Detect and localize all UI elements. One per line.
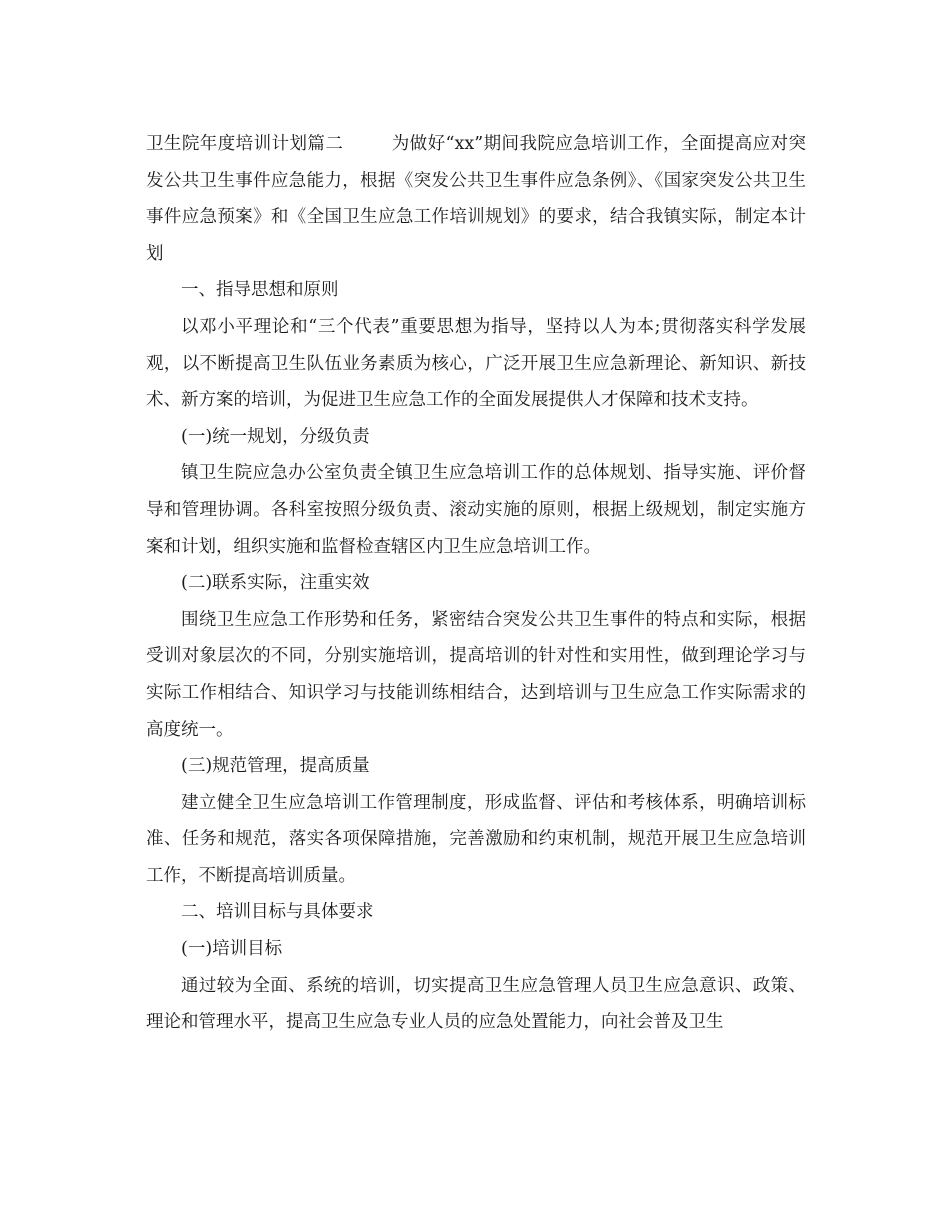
document-title: 卫生院年度培训计划篇二 xyxy=(146,134,344,154)
document-body xyxy=(146,126,806,1041)
paragraph-standard-management: 建立健全卫生应急培训工作管理制度，形成监督、评估和考核体系，明确培训标准、任务和规范，落实各项保障措施，完善激励和约束机制，规范开展卫生应急培训工作，不断提高培训质量。 xyxy=(146,792,806,886)
section-heading-training-goals: 二、培训目标与具体要求 xyxy=(181,902,374,923)
section-heading-guiding-principles: 一、指导思想和原则 xyxy=(181,280,339,301)
paragraph-unified-planning: 镇卫生院应急办公室负责全镇卫生应急培训工作的总体规划、指导实施、评价督导和管理协调。各科室按照分级负责、滚动实施的原则，根据上级规划，制定实施方案和计划，组织实施和监督检查辖区内卫生应急培训工作。 xyxy=(146,463,806,557)
paragraph-practical-results: 围绕卫生应急工作形势和任务，紧密结合突发公共卫生事件的特点和实际，根据受训对象层次的不同，分别实施培训，提高培训的针对性和实用性，做到理论学习与实际工作相结合、知识学习与技能训练相结合，达到培训与卫生应急工作实际需求的高度统一。 xyxy=(146,609,806,740)
intro-paragraph xyxy=(146,126,806,272)
paragraph-training-goals: 通过较为全面、系统的培训，切实提高卫生应急管理人员卫生应急意识、政策、理论和管理水平，提高卫生应急专业人员的应急处置能力，向社会普及卫生 xyxy=(146,975,806,1033)
subheading-practical-results: (二)联系实际，注重实效 xyxy=(181,573,370,594)
subheading-unified-planning: (一)统一规划，分级负责 xyxy=(181,426,370,447)
subheading-training-goals: (一)培训目标 xyxy=(181,939,283,960)
intro-text: 为做好“xx”期间我院应急培训工作，全面提高应对突发公共卫生事件应急能力，根据《突发公共卫生事件应急条例》、《国家突发公共卫生事件应急预案》和《全国卫生应急工作培训规划》的要求，结合我镇实际，制定本计划 xyxy=(146,134,807,264)
paragraph-guiding-principles: 以邓小平理论和“三个代表”重要思想为指导，坚持以人为本;贯彻落实科学发展观，以不断提高卫生队伍业务素质为核心，广泛开展卫生应急新理论、新知识、新技术、新方案的培训，为促进卫生应急工作的全面发展提供人才保障和技术支持。 xyxy=(146,316,806,411)
subheading-standard-management: (三)规范管理，提高质量 xyxy=(181,756,370,777)
